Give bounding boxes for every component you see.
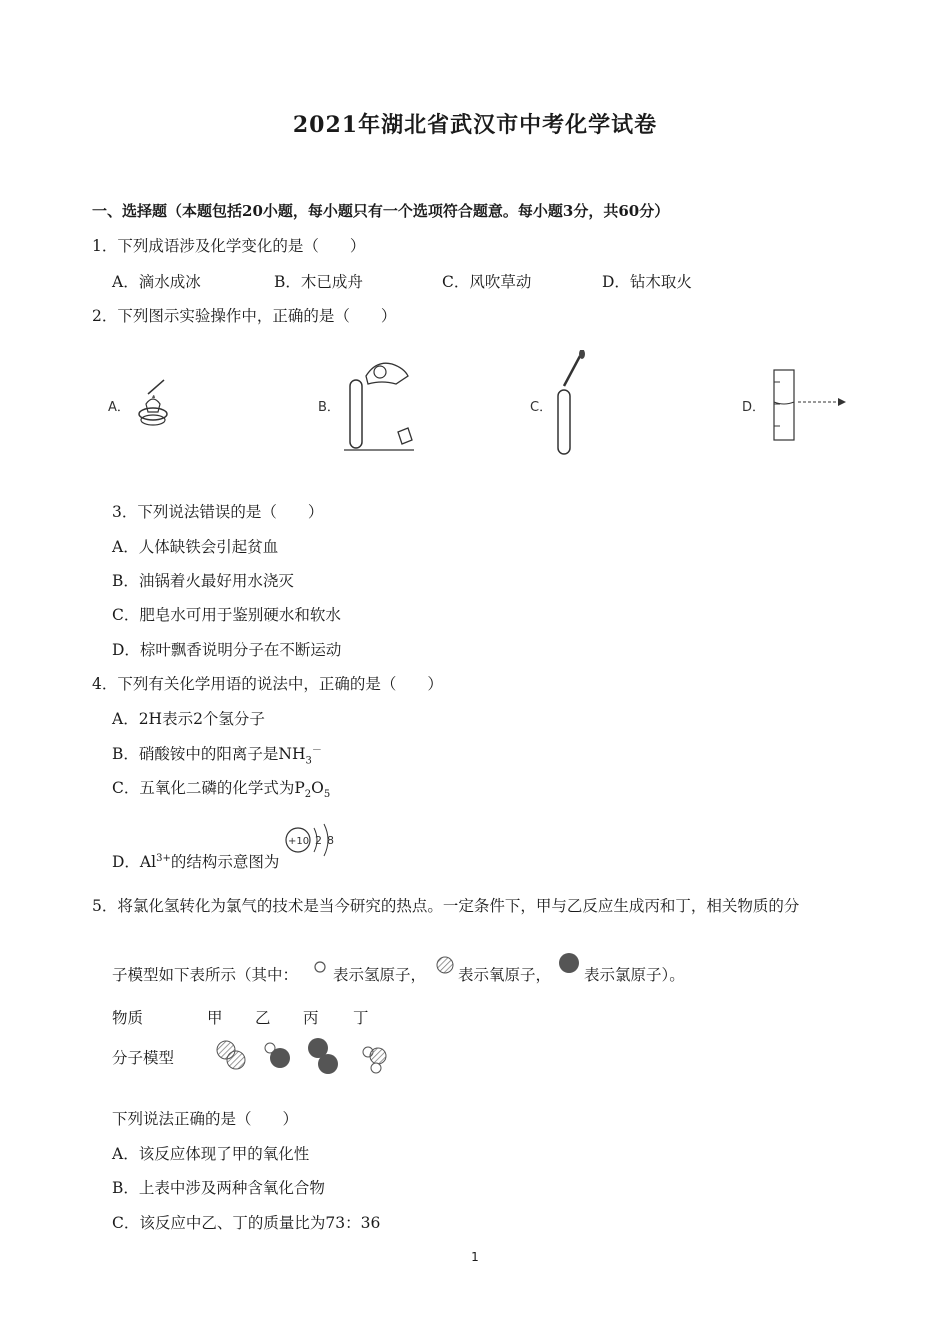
question-1-option-a: A．滴水成冰: [112, 273, 201, 291]
page-title: 2021年湖北省武汉市中考化学试卷: [292, 112, 658, 138]
graduated-cylinder-icon: [768, 368, 850, 444]
oxygen-atom-icon: [434, 954, 456, 976]
option-d-text-tail: 的结构示意图为: [170, 853, 280, 871]
table-row-label: 分子模型: [112, 1049, 175, 1067]
table-header-bing: 丙: [303, 1009, 319, 1027]
hydrogen-atom-icon: [313, 960, 327, 974]
table-header-ding: 丁: [353, 1009, 369, 1027]
question-1-stem: 1．下列成语涉及化学变化的是（ ）: [92, 237, 366, 255]
question-4-option-d: [112, 850, 279, 872]
table-header-label: 物质: [112, 1009, 144, 1027]
shell-2-electrons: 8: [327, 834, 334, 847]
question-1-option-c: C．风吹草动: [442, 273, 532, 291]
figure-c-label: C．: [530, 400, 553, 415]
question-4-option-c: [112, 776, 330, 800]
option-d-superscript: 3+: [156, 852, 171, 864]
question-1-option-b: B．木已成舟: [274, 273, 363, 291]
pouring-liquid-icon: [338, 350, 418, 456]
legend-oxygen-text: 表示氧原子，: [458, 966, 552, 984]
dropper-icon: [552, 350, 592, 458]
option-b-text: B．硝酸铵中的阳离子是NH: [112, 745, 306, 764]
ding-oxygen-atom: [370, 1048, 386, 1064]
option-c-subscript-1: 2: [304, 789, 312, 801]
chlorine-atom-icon: [556, 950, 582, 976]
option-c-subscript-2: 5: [323, 789, 331, 801]
legend-chlorine-text: 表示氯原子）。: [584, 966, 685, 984]
question-1-option-d: D．钻木取火: [602, 273, 692, 291]
page-number: 1: [471, 1250, 479, 1264]
question-5-prompt: 下列说法正确的是（ ）: [112, 1110, 299, 1128]
figure-d-label: D．: [742, 400, 766, 415]
question-4-option-a: A．2H表示2个氢分子: [112, 710, 265, 728]
option-d-text: D．Al: [112, 853, 157, 871]
figure-b-label: B．: [318, 400, 340, 415]
option-b-subscript: 3: [305, 755, 312, 767]
question-3-option-d: D．棕叶飘香说明分子在不断运动: [112, 641, 342, 659]
question-5-option-a: A．该反应体现了甲的氧化性: [112, 1145, 310, 1163]
ding-hydrogen-atom-2: [371, 1063, 381, 1073]
table-header-jia: 甲: [207, 1009, 223, 1027]
question-2-stem: 2．下列图示实验操作中，正确的是（ ）: [92, 307, 397, 325]
shell-1-electrons: 2: [315, 834, 322, 847]
nucleus-charge: +10: [288, 836, 310, 847]
question-4-stem: 4．下列有关化学用语的说法中，正确的是（ ）: [92, 675, 443, 693]
legend-hydrogen-text: 表示氢原子，: [333, 966, 427, 984]
question-3-option-a: A．人体缺铁会引起贫血: [112, 538, 279, 556]
molecule-models: [210, 1034, 400, 1080]
option-c-oxygen: O: [311, 779, 324, 797]
atomic-structure-diagram: [284, 820, 344, 864]
question-5-option-b: B．上表中涉及两种含氧化合物: [112, 1179, 325, 1197]
question-4-option-b: [112, 741, 322, 766]
question-5-legend: [112, 963, 298, 985]
jia-oxygen-atom-2: [227, 1051, 245, 1069]
question-3-stem: 3．下列说法错误的是（ ）: [112, 503, 324, 521]
question-3-option-b: B．油锅着火最好用水浇灭: [112, 572, 294, 590]
option-b-superscript: －: [311, 745, 322, 756]
section-heading: 一、选择题（本题包括20小题，每小题只有一个选项符合题意。每小题3分，共60分）: [92, 202, 670, 220]
yi-chlorine-atom: [270, 1048, 290, 1068]
option-c-text: C．五氧化二磷的化学式为P: [112, 779, 305, 797]
bing-chlorine-atom-2: [318, 1054, 338, 1074]
question-5-stem: 5．将氯化氢转化为氯气的技术是当今研究的热点。一定条件下，甲与乙反应生成丙和丁，相关物质的分: [92, 897, 800, 915]
question-5-option-c: C．该反应中乙、丁的质量比为73：36: [112, 1214, 381, 1232]
question-3-option-c: C．肥皂水可用于鉴别硬水和软水: [112, 606, 341, 624]
figure-a-label: A．: [108, 400, 130, 415]
alcohol-lamp-icon: [128, 374, 178, 430]
table-header-yi: 乙: [255, 1009, 271, 1027]
legend-intro: 子模型如下表所示（其中：: [112, 966, 299, 984]
